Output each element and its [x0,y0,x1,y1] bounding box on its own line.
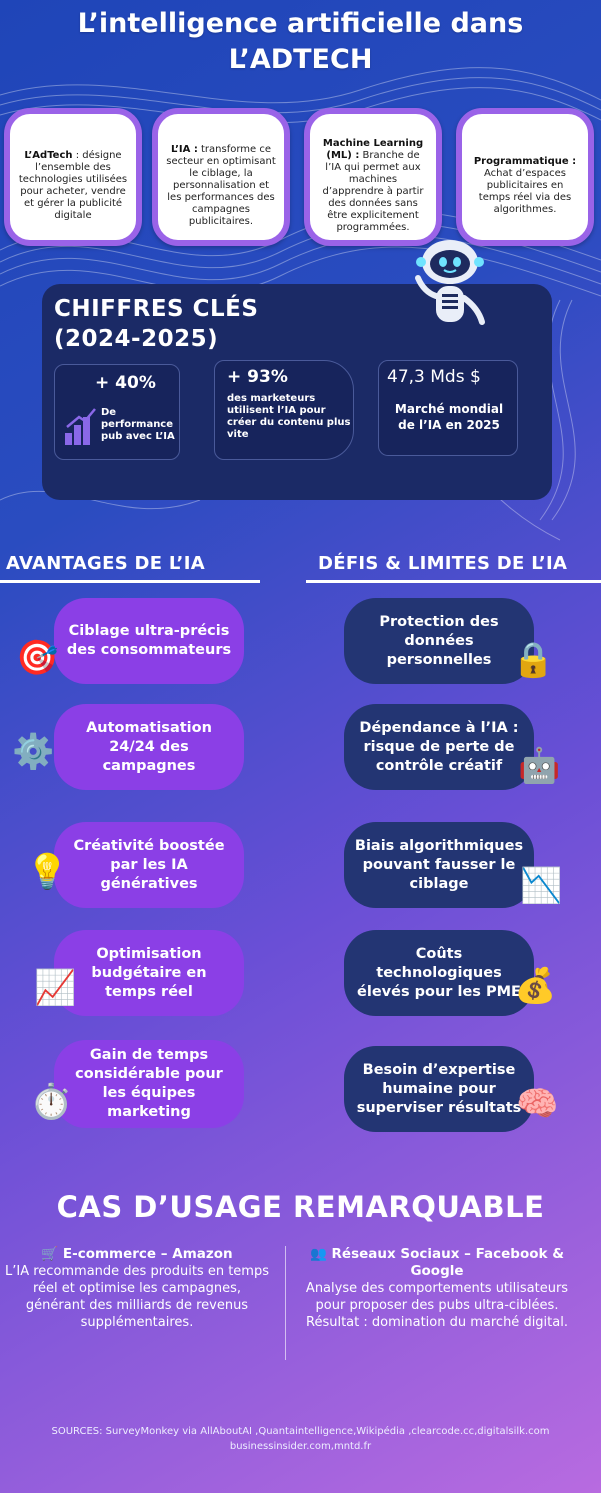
lightbulb-icon: 💡 [26,852,69,892]
stat-value: 47,3 Mds $ [387,367,481,387]
challenge-label: Coûts technologiques élevés pour les PME [357,945,521,1000]
chart-up-icon: 📈 [34,968,77,1008]
advantage-item [54,598,244,684]
advantage-label: Ciblage ultra-précis des consommateurs [66,623,232,658]
stat-card-market [378,360,518,456]
stopwatch-icon: ⏱️ [30,1082,73,1122]
robot-icon: 🤖 [518,746,561,786]
advantages-underline [0,580,260,583]
money-bag-icon: 💰 [514,966,557,1006]
challenge-item [344,930,534,1016]
target-icon: 🎯 [16,638,59,678]
use-case-title: 👥 Réseaux Sociaux – Facebook & Google [310,1246,564,1279]
advantage-label: Créativité boostée par les IA génératives [73,837,225,892]
use-case-amazon [4,1246,270,1331]
title-line-1: L’intelligence artificielle dans [77,8,524,39]
advantage-label: Optimisation budgétaire en temps réel [91,945,207,1000]
advantage-item [54,930,244,1016]
challenge-item [344,598,534,684]
title-line-2: L’ADTECH [228,44,373,75]
sources-line-1: SOURCES: SurveyMonkey via AllAboutAI ,Quantaintelligence,Wikipédia ,clearcode.cc,digitalsilk.com [51,1426,550,1437]
stat-label: Marché mondial de l’IA en 2025 [394,402,504,432]
advantages-heading: AVANTAGES DE L’IA [6,553,205,574]
definition-card-adtech [4,108,142,246]
challenges-underline [306,580,601,583]
page-title [0,6,601,78]
definition-text: : désigne l’ensemble des technologies utilisées pour acheter, vendre et gérer la publicité digitale [18,150,128,221]
definition-text: Branche de l’IA qui permet aux machines d’apprendre à partir des données sans être explicitement programmées. [322,150,424,233]
key-figures-title-line-1: CHIFFRES CLÉS [54,296,259,322]
sources-footer [20,1424,581,1454]
key-figures-title-line-2: (2024-2025) [54,326,219,352]
challenge-label: Besoin d’expertise humaine pour superviser résultats [356,1061,522,1116]
lock-icon: 🔒 [512,640,555,680]
stat-card-performance [54,364,180,460]
advantage-item [54,1040,244,1128]
advantage-item [54,704,244,790]
use-case-text: Analyse des comportements utilisateurs pour proposer des pubs ultra-ciblées. Résultat : domination du marché digital. [305,1281,569,1330]
stat-card-marketers [214,360,354,460]
stat-value: + 93% [227,367,288,387]
advantage-label: Automatisation 24/24 des campagnes [86,719,212,774]
brain-icon: 🧠 [516,1084,559,1124]
chart-down-icon: 📉 [520,866,563,906]
challenge-label: Protection des données personnelles [379,613,499,668]
gear-icon: ⚙️ [12,732,55,772]
key-figures-title [54,294,258,354]
bar-chart-icon [65,407,97,445]
stat-label: De performance pub avec L’IA [101,407,175,442]
definition-card-programmatique [456,108,594,246]
use-case-text: L’IA recommande des produits en temps réel et optimise les campagnes, générant des milliards de revenus supplémentaires. [5,1264,269,1330]
definition-term: Machine Learning (ML) : [322,138,424,161]
advantage-label: Gain de temps considérable pour les équipes marketing [75,1047,223,1120]
definition-card-ml [304,108,442,246]
challenge-item [344,822,534,908]
challenge-item [344,704,534,790]
use-case-title: 🛒 E-commerce – Amazon [41,1246,233,1262]
stat-value: + 40% [95,373,156,393]
definition-card-ia [152,108,290,246]
stat-label: des marketeurs utilisent l’IA pour créer du contenu plus vite [227,393,351,440]
robot-mascot-icon [412,238,492,334]
advantage-item [54,822,244,908]
challenge-label: Dépendance à l’IA : risque de perte de contrôle créatif [359,719,519,774]
challenge-label: Biais algorithmiques pouvant fausser le ciblage [354,837,524,892]
use-case-facebook-google [296,1246,578,1331]
definition-term: L’IA : [171,144,198,155]
definition-term: Programmatique : [473,156,577,167]
use-cases-heading: CAS D’USAGE REMARQUABLE [56,1190,545,1224]
sources-line-2: businessinsider.com,mntd.fr [229,1441,372,1452]
challenges-heading: DÉFIS & LIMITES DE L’IA [318,553,568,574]
use-case-divider [285,1246,286,1360]
definition-text: transforme ce secteur en optimisant le ciblage, la personnalisation et les performances des campagnes publicitaires. [166,144,276,227]
challenge-item [344,1046,534,1132]
definition-text: Achat d’espaces publicitaires en temps réel via des algorithmes. [478,168,572,215]
definition-term: L’AdTech [24,150,73,161]
